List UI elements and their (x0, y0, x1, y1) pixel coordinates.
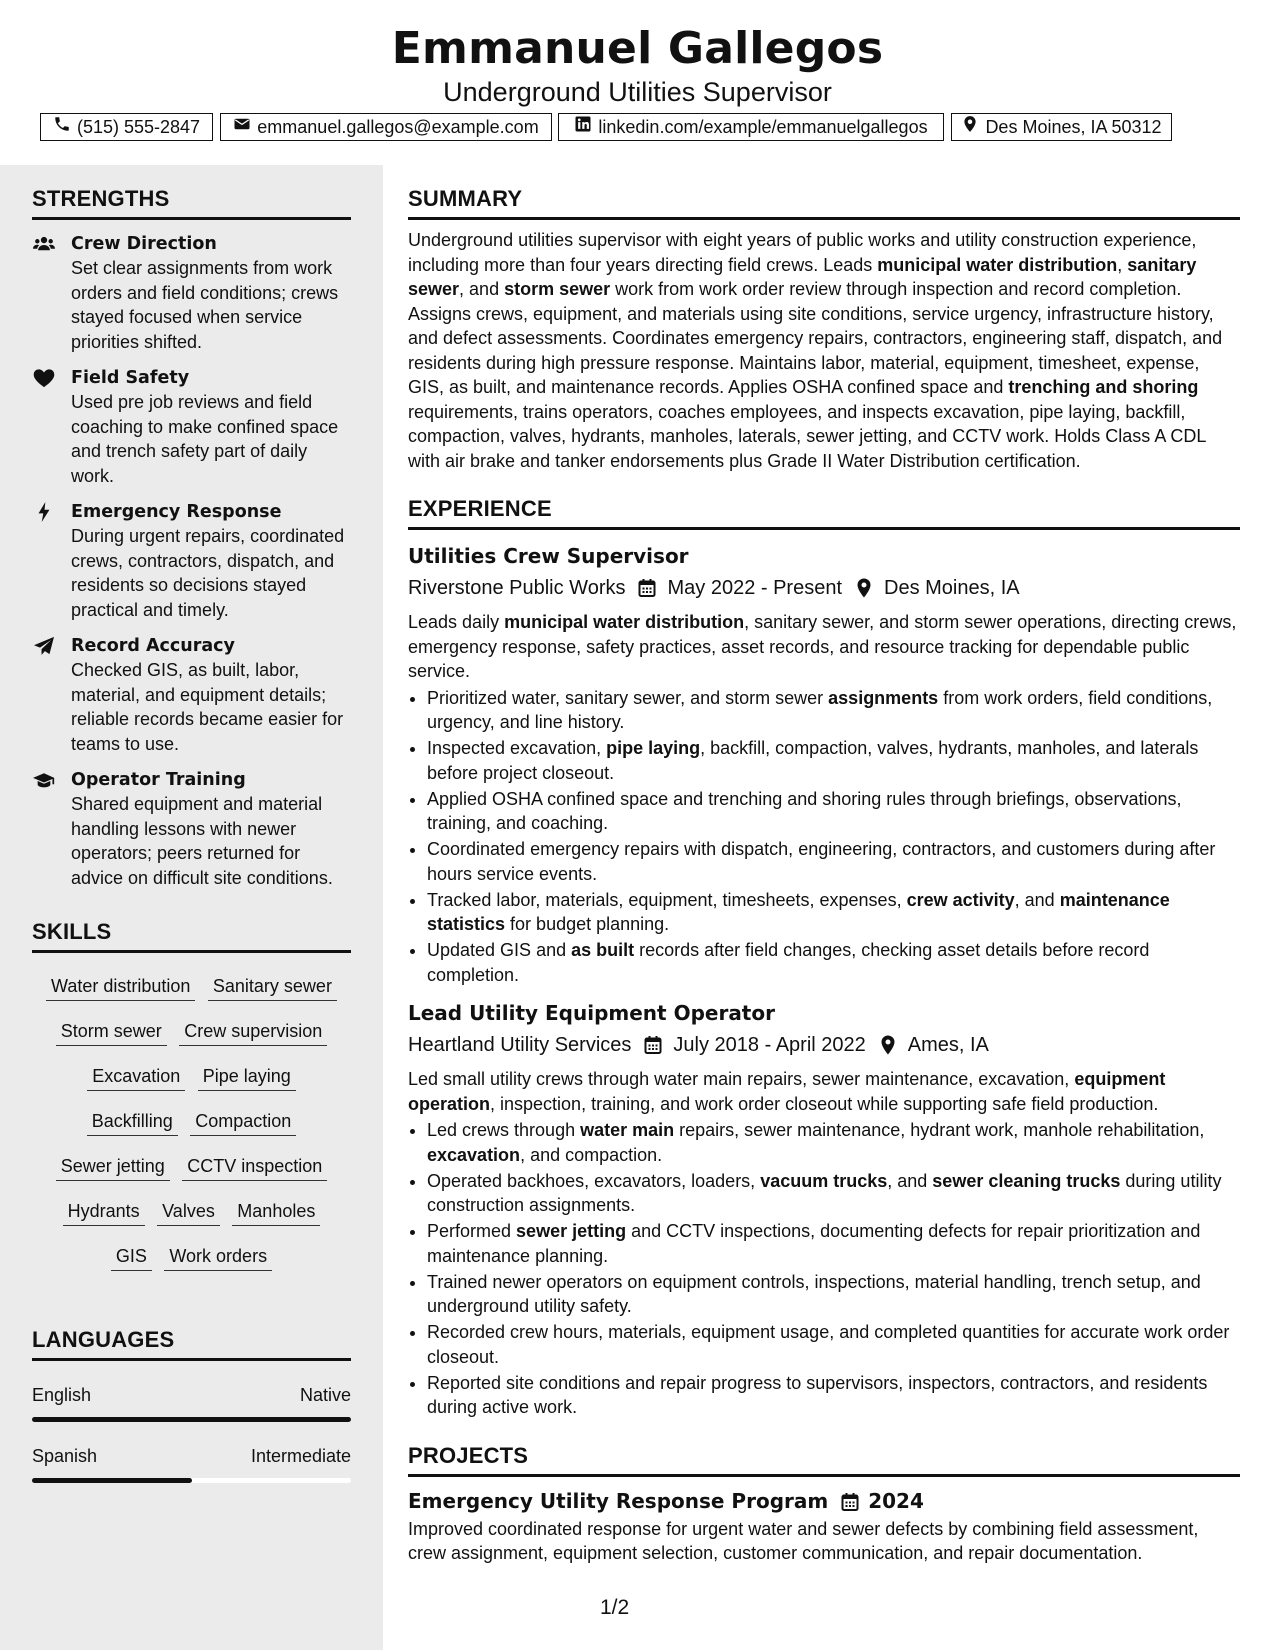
job-summary (408, 610, 1240, 684)
skill-tag: Valves (157, 1199, 220, 1226)
bold-text: maintenance statistics (427, 889, 1170, 934)
job-location: Des Moines, IA (884, 577, 1020, 599)
strength-item (32, 500, 351, 622)
text-run: Underground utilities supervisor with eight years of public works and utility construction experience, including more than four years directing field crews. Leads (408, 230, 1197, 275)
strength-item (32, 366, 351, 488)
job-dates: July 2018 - April 2022 (673, 1034, 866, 1056)
text-run: Leads daily (408, 612, 505, 632)
text-run: , (1117, 254, 1128, 275)
strength-description: Checked GIS, as built, labor, material, and equipment details; reliable records became easier for teams to use. (71, 660, 344, 754)
skill-tag: Compaction (190, 1109, 296, 1136)
project-entry (408, 1487, 1240, 1566)
skills-list (32, 965, 351, 1280)
job-title: Lead Utility Equipment Operator (408, 1001, 775, 1025)
text-run: Tracked labor, materials, equipment, timesheets, expenses, (427, 889, 907, 910)
project-description: Improved coordinated response for urgent water and sewer defects by combining field assessment, crew assignment, equipment selection, customer communication, and repair documentation. (408, 1518, 1199, 1563)
strength-item (32, 768, 351, 890)
job-dates: May 2022 - Present (667, 577, 843, 599)
text-run: Operated backhoes, excavators, loaders, (427, 1170, 761, 1191)
users-icon (32, 234, 56, 254)
skill-tag: Manholes (232, 1199, 320, 1226)
skill-tag: Sanitary sewer (208, 974, 337, 1001)
bold-text: as built (571, 940, 635, 960)
sidebar-content (32, 165, 351, 1483)
bold-text: sanitary sewer (408, 254, 1197, 299)
bold-text: sewer cleaning trucks (932, 1170, 1121, 1191)
bold-text: municipal water distribution (877, 254, 1118, 275)
bold-text: equipment operation (408, 1069, 1166, 1114)
skill-tag: Water distribution (46, 974, 195, 1001)
job-bullet (427, 787, 1240, 836)
text-run: , inspection, training, and work order closeout while supporting safe field production. (490, 1093, 1159, 1114)
linkedin-icon (574, 114, 592, 140)
text-run: Reported site conditions and repair progress to supervisors, inspectors, contractors, and residents during active work. (427, 1372, 1208, 1417)
job-meta (408, 574, 1240, 602)
bolt-icon (32, 502, 56, 522)
language-name: Spanish (32, 1446, 98, 1466)
language-proficiency-fill (32, 1478, 192, 1483)
text-run: Applied OSHA confined space and trenching and shoring rules through briefings, observations, training, and coaching. (427, 788, 1182, 833)
skill-tag: Excavation (87, 1064, 185, 1091)
job-bullet (427, 1320, 1240, 1369)
candidate-title: Underground Utilities Supervisor (443, 77, 832, 107)
text-run: Led crews through (427, 1120, 581, 1140)
bold-text: trenching and shoring (1008, 377, 1199, 397)
calendar-icon (643, 1035, 663, 1055)
language-proficiency-fill (32, 1417, 351, 1422)
strength-description: Set clear assignments from work orders and field conditions; crews stayed focused when service priorities shifted. (71, 258, 339, 352)
strength-description: Used pre job reviews and field coaching to make confined space and trench safety part of daily work. (71, 392, 339, 486)
strength-name: Emergency Response (71, 502, 282, 522)
job-bullet (427, 1118, 1240, 1167)
job-bullet (427, 1270, 1240, 1319)
text-run: requirements, trains operators, coaches employees, and inspects excavation, pipe laying, backfill, compaction, valves, hydrants, manholes, laterals, sewer jetting, and CCTV work. Holds Class A CDL with air brake and tanker endorsements plus Grade II Water Distribution certification. (408, 401, 1206, 471)
language-proficiency-bar (32, 1478, 351, 1483)
email-text: emmanuel.gallegos@example.com (257, 117, 539, 137)
text-run: Coordinated emergency repairs with dispatch, engineering, contractors, and customers during after hours service events. (427, 839, 1216, 884)
linkedin-text: linkedin.com/example/emmanuelgallegos (598, 117, 928, 137)
location-text: Des Moines, IA 50312 (985, 117, 1162, 137)
languages-list (32, 1383, 351, 1483)
job-company: Heartland Utility Services (408, 1034, 632, 1056)
bold-text: crew activity (906, 889, 1015, 910)
bold-text: pipe laying (606, 738, 701, 758)
strength-item (32, 232, 351, 354)
text-run: Performed (427, 1221, 517, 1241)
languages-heading: LANGUAGES (32, 1306, 351, 1361)
map-marker-icon (878, 1035, 898, 1055)
bold-text: excavation (427, 1144, 521, 1165)
contact-bar (40, 113, 1235, 145)
strength-name: Crew Direction (71, 234, 217, 254)
skill-tag: Crew supervision (179, 1019, 327, 1046)
phone-icon (53, 114, 71, 140)
text-run: Updated GIS and (427, 940, 572, 960)
text-run: , and (459, 279, 505, 299)
job-bullet (427, 938, 1240, 987)
strength-name: Field Safety (71, 368, 190, 388)
job-title: Utilities Crew Supervisor (408, 544, 689, 568)
calendar-icon (840, 1491, 860, 1511)
bold-text: sewer jetting (516, 1221, 627, 1241)
bold-text: water main (580, 1120, 675, 1140)
main-content (408, 165, 1240, 1566)
skill-tag: CCTV inspection (182, 1154, 327, 1181)
text-run: during utility construction assignments. (427, 1170, 1222, 1215)
language-row (32, 1383, 351, 1407)
job-bullet (427, 686, 1240, 735)
text-run: Recorded crew hours, materials, equipment usage, and completed quantities for accurate work order closeout. (427, 1322, 1230, 1367)
strength-description: During urgent repairs, coordinated crews, contractors, dispatch, and residents so decisions stayed practical and timely. (71, 526, 345, 620)
text-run: for budget planning. (505, 914, 670, 934)
text-run: Trained newer operators on equipment controls, inspections, material handling, trench setup, and underground utility safety. (427, 1271, 1201, 1316)
text-run: Led small utility crews through water main repairs, sewer maintenance, excavation, (408, 1069, 1075, 1089)
job-entry (408, 999, 1240, 1420)
projects-list (408, 1487, 1240, 1566)
summary-heading: SUMMARY (408, 165, 1240, 220)
text-run: repairs, sewer maintenance, hydrant work, manhole rehabilitation, (674, 1120, 1205, 1140)
skill-tag: Sewer jetting (56, 1154, 170, 1181)
map-marker-icon (961, 114, 979, 140)
job-summary (408, 1067, 1240, 1116)
strength-description: Shared equipment and material handling lessons with newer operators; peers returned for advice on difficult site conditions. (71, 794, 333, 888)
job-bullet (427, 1371, 1240, 1420)
job-bullets (408, 1118, 1240, 1420)
language-level: Native (299, 1385, 351, 1405)
job-bullet (427, 888, 1240, 937)
text-run: , and compaction. (520, 1144, 663, 1165)
language-name: English (32, 1385, 92, 1405)
language-item (32, 1444, 351, 1483)
experience-list (408, 542, 1240, 1420)
language-item (32, 1383, 351, 1422)
language-proficiency-bar (32, 1417, 351, 1422)
project-year: 2024 (868, 1488, 924, 1513)
bold-text: storm sewer (504, 279, 611, 299)
resume-header (0, 0, 1275, 108)
skills-heading: SKILLS (32, 898, 351, 953)
text-run: , and (1014, 889, 1060, 910)
job-entry (408, 542, 1240, 987)
job-meta (408, 1031, 1240, 1059)
contact-email[interactable] (220, 113, 552, 141)
sidebar (0, 165, 383, 1650)
language-row (32, 1444, 351, 1468)
candidate-name: Emmanuel Gallegos (391, 23, 884, 74)
bold-text: vacuum trucks (760, 1170, 888, 1191)
contact-phone[interactable] (40, 113, 213, 141)
strength-name: Record Accuracy (71, 636, 235, 656)
strength-name: Operator Training (71, 770, 246, 790)
map-marker-icon (854, 578, 874, 598)
calendar-icon (637, 578, 657, 598)
job-bullet (427, 1169, 1240, 1218)
text-run: , backfill, compaction, valves, hydrants, manholes, and laterals before project closeout. (427, 738, 1199, 783)
strength-item (32, 634, 351, 756)
heart-icon (32, 368, 56, 388)
paper-plane-icon (32, 636, 56, 656)
summary-text (408, 228, 1240, 473)
skill-tag: GIS (111, 1244, 152, 1271)
text-run: records after field changes, checking asset details before record completion. (427, 940, 1150, 985)
text-run: and CCTV inspections, documenting defects for repair prioritization and maintenance planning. (427, 1221, 1201, 1266)
contact-linkedin[interactable] (558, 113, 944, 141)
language-level: Intermediate (250, 1446, 351, 1466)
job-location: Ames, IA (907, 1034, 989, 1056)
text-run: Inspected excavation, (427, 738, 607, 758)
text-run: Prioritized water, sanitary sewer, and storm sewer (427, 687, 829, 708)
text-run: , and (887, 1170, 933, 1191)
text-run: , sanitary sewer, and storm sewer operations, directing crews, emergency response, safety practices, asset records, and resource tracking for dependable public service. (408, 612, 1237, 681)
experience-heading: EXPERIENCE (408, 475, 1240, 530)
envelope-icon (233, 114, 251, 140)
bold-text: municipal water distribution (504, 612, 745, 632)
text-run: work from work order review through inspection and record completion. Assigns crews, equipment, and materials using site conditions, service urgency, infrastructure history, and defect assessments. Coordinates emergency repairs, contractors, engineering staff, dispatch, and residents during high pressure response. Maintains labor, material, equipment, timesheet, expense, GIS, as built, and maintenance records. Applies OSHA confined space and (408, 279, 1223, 397)
skill-tag: Hydrants (63, 1199, 145, 1226)
skill-tag: Storm sewer (56, 1019, 167, 1046)
page-number: 1/2 (600, 1596, 630, 1619)
skill-tag: Pipe laying (198, 1064, 296, 1091)
strengths-list (32, 232, 351, 890)
project-title (408, 1487, 1240, 1515)
contact-location (951, 113, 1172, 141)
text-run: from work orders, field conditions, urgency, and line history. (427, 687, 1213, 732)
job-bullet (427, 837, 1240, 886)
bold-text: assignments (828, 687, 939, 708)
skill-tag: Work orders (164, 1244, 272, 1271)
project-name: Emergency Utility Response Program (408, 1488, 829, 1513)
projects-heading: PROJECTS (408, 1422, 1240, 1477)
strengths-heading: STRENGTHS (32, 165, 351, 220)
job-bullets (408, 686, 1240, 988)
job-bullet (427, 1219, 1240, 1268)
skill-tag: Backfilling (87, 1109, 178, 1136)
graduation-cap-icon (32, 770, 56, 790)
job-bullet (427, 736, 1240, 785)
job-company: Riverstone Public Works (408, 577, 626, 599)
phone-text: (515) 555-2847 (76, 117, 201, 137)
